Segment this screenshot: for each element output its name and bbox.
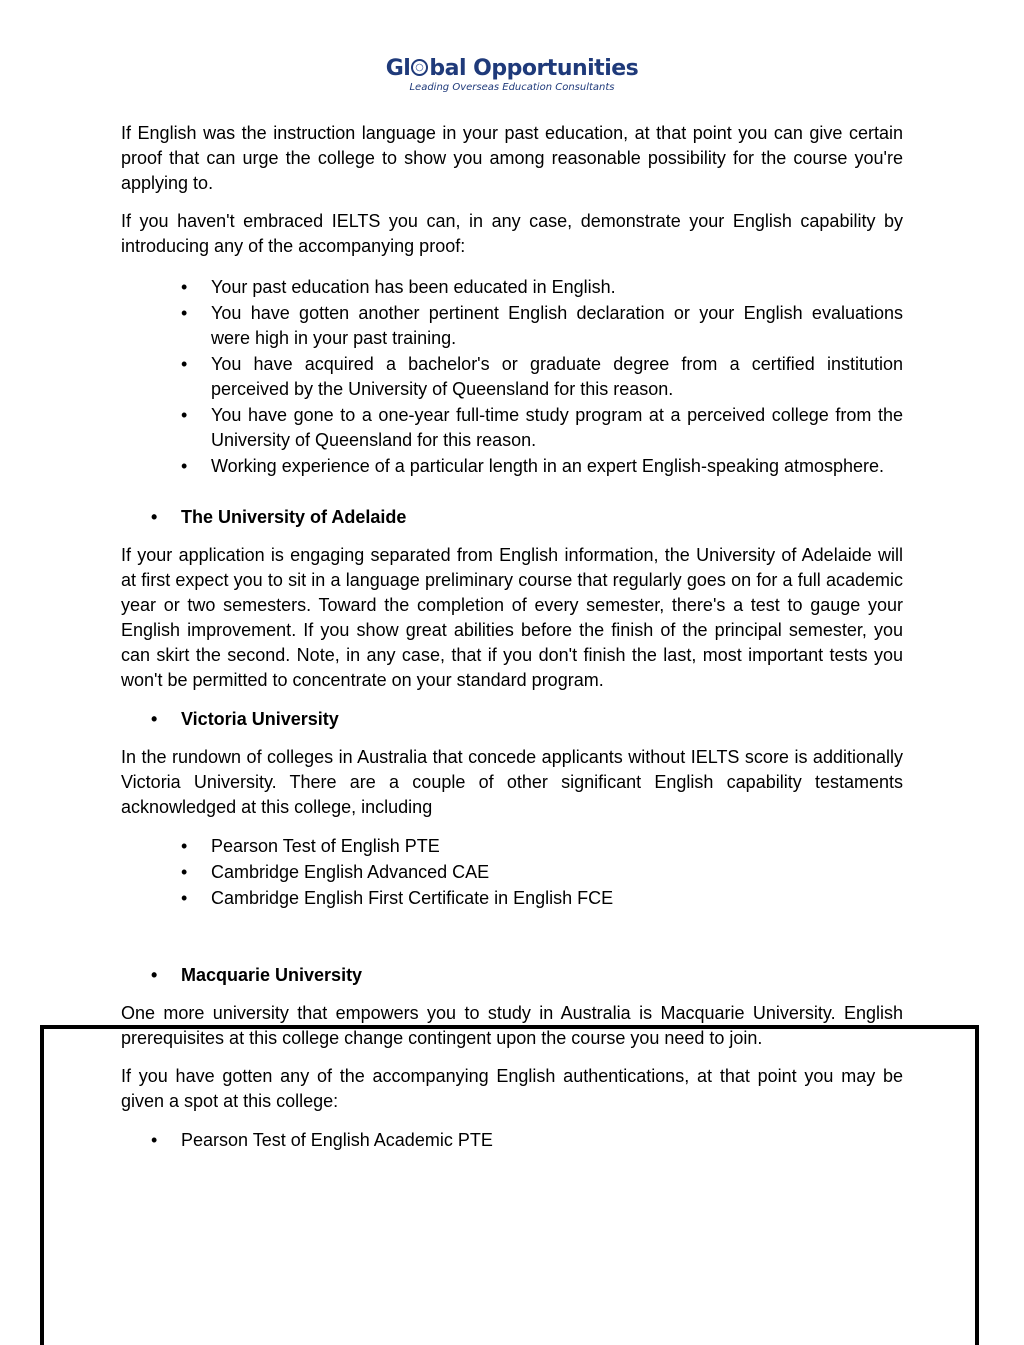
victoria-heading: • Victoria University bbox=[121, 707, 903, 732]
logo-tagline: Leading Overseas Education Consultants bbox=[409, 82, 615, 93]
victoria-test-item: • Cambridge English First Certificate in English FCE bbox=[121, 886, 903, 911]
intro-paragraph-2: If you haven't embraced IELTS you can, in any case, demonstrate your English capability by introducing any of the accompanying proof: bbox=[121, 211, 903, 256]
proof-item: • Working experience of a particular length in an expert English-speaking atmosphere. bbox=[121, 454, 903, 479]
logo-title bbox=[0, 56, 1024, 82]
adelaide-heading-list bbox=[121, 505, 903, 530]
proof-item: • Your past education has been educated in English. bbox=[121, 275, 903, 300]
macquarie-test-item: • Pearson Test of English Academic PTE bbox=[121, 1128, 903, 1153]
victoria-heading-list bbox=[121, 707, 903, 732]
victoria-test-item: • Pearson Test of English PTE bbox=[121, 834, 903, 859]
adelaide-heading: • The University of Adelaide bbox=[121, 505, 903, 530]
macquarie-paragraph-1: One more university that empowers you to study in Australia is Macquarie University. English prerequisites at this college change contingent upon the course you need to join. bbox=[121, 1003, 903, 1048]
victoria-test-item: • Cambridge English Advanced CAE bbox=[121, 860, 903, 885]
macquarie-heading: • Macquarie University bbox=[121, 963, 903, 988]
victoria-test-list bbox=[121, 834, 903, 911]
proof-item: • You have gotten another pertinent English declaration or your English evaluations were high in your past training. bbox=[121, 301, 903, 351]
proof-list bbox=[121, 275, 903, 479]
macquarie-paragraph-2: If you have gotten any of the accompanying English authentications, at that point you may be given a spot at this college: bbox=[121, 1066, 903, 1111]
macquarie-test-list bbox=[121, 1128, 903, 1153]
logo-suffix: bal Opportunities bbox=[429, 56, 639, 81]
proof-item: • You have acquired a bachelor's or graduate degree from a certified institution perceived by the University of Queensland for this reason. bbox=[121, 352, 903, 402]
document-body bbox=[121, 121, 903, 1153]
proof-item: • You have gone to a one-year full-time study program at a perceived college from the University of Queensland for this reason. bbox=[121, 403, 903, 453]
intro-paragraph-1: If English was the instruction language in your past education, at that point you can give certain proof that can urge the college to show you among reasonable possibility for the course you're applying to. bbox=[121, 123, 903, 193]
logo-prefix: Gl bbox=[385, 56, 411, 81]
globe-icon bbox=[411, 59, 428, 76]
victoria-paragraph: In the rundown of colleges in Australia that concede applicants without IELTS score is additionally Victoria University. There are a couple of other significant English capability testaments acknowledged at this college, including bbox=[121, 747, 903, 817]
adelaide-paragraph: If your application is engaging separated from English information, the University of Adelaide will at first expect you to sit in a language preliminary course that regularly goes on for a full academic year or two semesters. Toward the completion of every semester, there's a test to gauge your English improvement. If you show great abilities before the finish of the principal semester, you can skirt the second. Note, in any case, that if you don't finish the last, most important tests you won't be permitted to concentrate on your standard program. bbox=[121, 545, 903, 690]
macquarie-heading-list bbox=[121, 963, 903, 988]
logo bbox=[0, 56, 1024, 94]
